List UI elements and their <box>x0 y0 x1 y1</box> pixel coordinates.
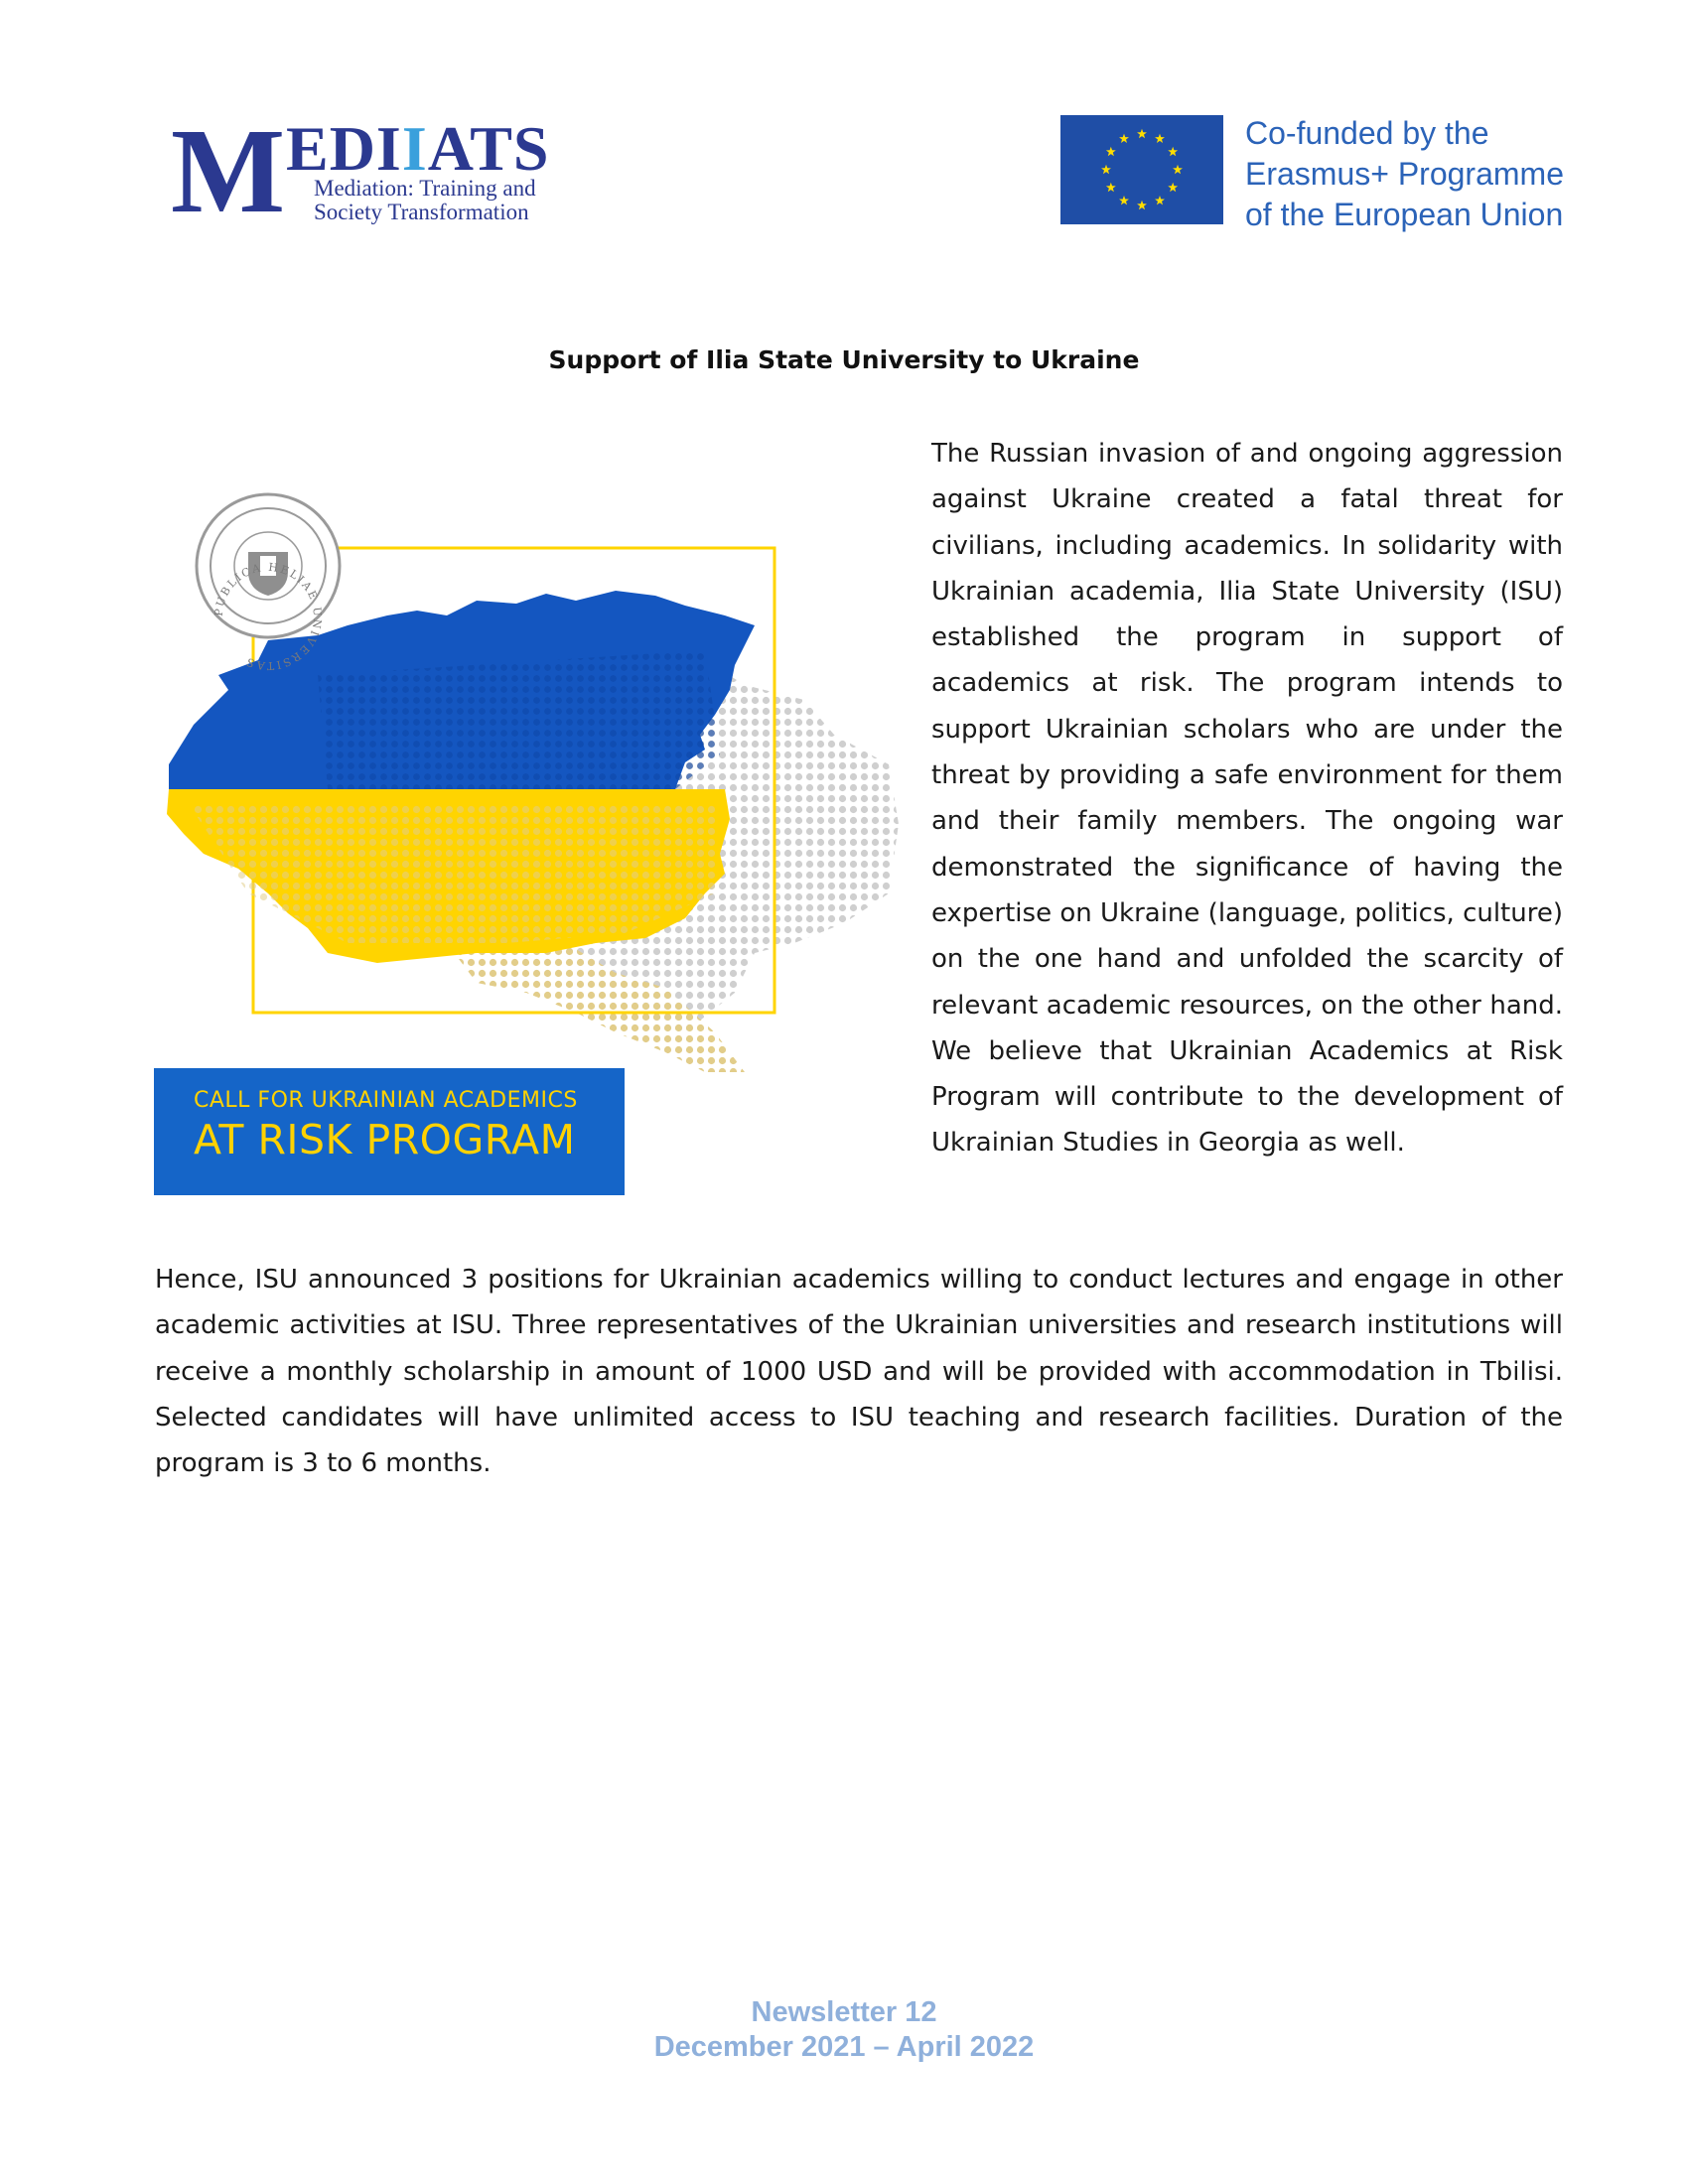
footer-line2: December 2021 – April 2022 <box>653 2031 1035 2063</box>
poster-banner <box>154 1068 625 1195</box>
eu-flag-icon <box>1060 115 1223 224</box>
poster-image <box>149 477 904 1211</box>
eu-star-icon <box>1168 183 1178 192</box>
university-seal-label <box>211 560 325 673</box>
eu-text-line1: Co-funded by the <box>1245 115 1489 151</box>
logo-subtitle-line1: Mediation: Training and <box>314 176 536 201</box>
eu-star-icon <box>1119 134 1129 143</box>
logo-tail: ATS <box>427 113 550 184</box>
logo-rest: EDI <box>286 113 402 184</box>
mediats-logo <box>171 104 588 238</box>
eu-star-icon <box>1101 165 1111 174</box>
logo-accent: I <box>401 113 428 184</box>
eu-stars-icon <box>1060 115 1223 224</box>
banner-line2: AT RISK PROGRAM <box>194 1116 576 1163</box>
eu-text-line3: of the European Union <box>1245 197 1564 232</box>
eu-star-icon <box>1106 147 1116 156</box>
logo-wordmark <box>286 113 550 184</box>
logo-subtitle-line2: Society Transformation <box>314 200 529 224</box>
svg-text:PUBLICA HELIAE UNIVERSITAS <box>212 561 324 673</box>
eu-star-icon <box>1173 165 1183 174</box>
eu-star-icon <box>1119 196 1129 205</box>
eu-star-icon <box>1155 134 1165 143</box>
eu-cofunding-logo <box>1060 115 1617 232</box>
eu-star-icon <box>1168 147 1178 156</box>
newsletter-footer <box>0 1995 1688 2065</box>
eu-star-icon <box>1137 129 1147 138</box>
eu-text-line2: Erasmus+ Programme <box>1245 156 1564 192</box>
seal-text: PUBLICA HELIAE UNIVERSITAS <box>211 560 325 673</box>
article-paragraph-1: The Russian invasion of and ongoing aggression against Ukraine created a fatal threat for civilians, including academics. In solidarity with Ukrainian academia, Ilia State University (ISU) established the program in support of academics at risk. The program intends to support Ukrainian scholars who are under the threat by providing a safe environment for them and their family members. The ongoing war demonstrated the significance of having the expertise on Ukraine (language, politics, culture) on the one hand and unfolded the scarcity of relevant academic resources, on the other hand. We believe that Ukrainian Academics at Risk Program will contribute to the development of Ukrainian Studies in Georgia as well. <box>931 439 1563 1159</box>
eu-star-icon <box>1106 183 1116 192</box>
logo-subtitle <box>314 177 536 224</box>
eu-cofunding-text <box>1245 113 1564 235</box>
article-paragraph-2: Hence, ISU announced 3 positions for Ukrainian academics willing to conduct lectures and engage in other academic activities at ISU. Three representatives of the Ukrainian universities and research institutions will receive a monthly scholarship in amount of 1000 USD and will be provided with accommodation in Tbilisi. Selected candidates will have unlimited access to ISU teaching and research facilities. Duration of the program is 3 to 6 months. <box>155 1265 1563 1479</box>
article-title: Support of Ilia State University to Ukraine <box>548 345 1140 374</box>
eu-star-icon <box>1155 196 1165 205</box>
footer-line1: Newsletter 12 <box>751 1996 937 2028</box>
logo-big-letter: M <box>171 104 284 238</box>
eu-star-icon <box>1137 201 1147 209</box>
flag-yellow-dots <box>189 804 715 943</box>
banner-line1: CALL FOR UKRAINIAN ACADEMICS <box>194 1088 578 1113</box>
